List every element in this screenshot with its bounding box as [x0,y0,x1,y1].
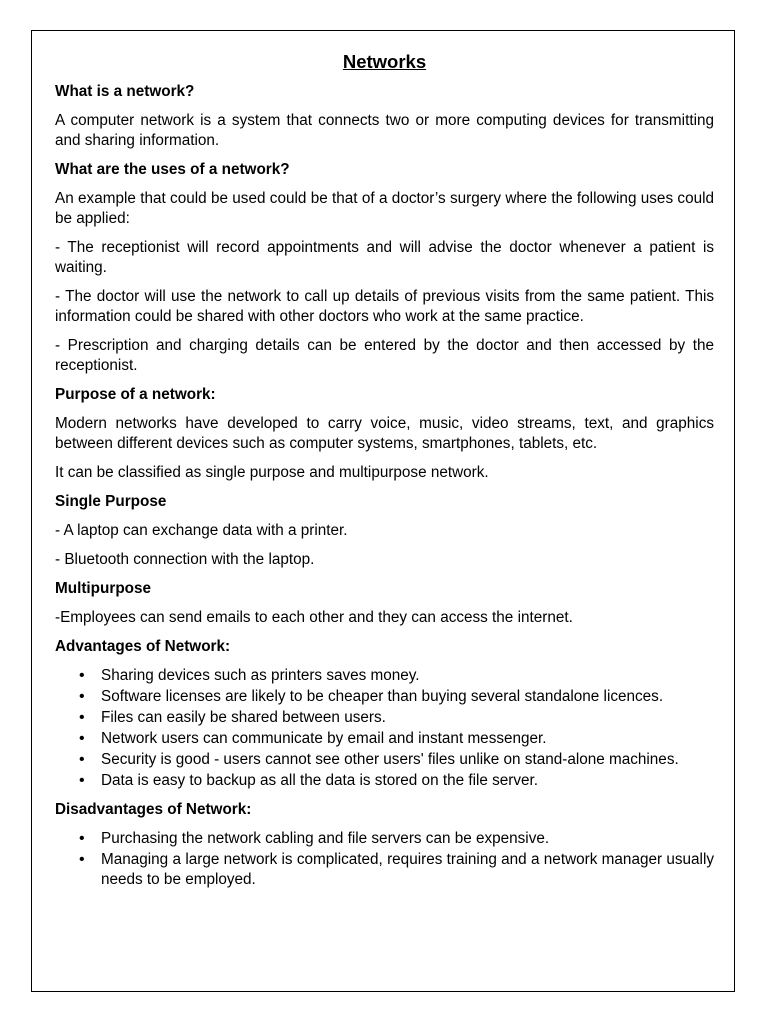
paragraph-uses-intro: An example that could be used could be that of a doctor’s surgery where the following uses could be applied: [55,190,714,227]
paragraph-purpose-classified: It can be classified as single purpose and multipurpose network. [55,464,489,481]
advantages-list [55,666,714,791]
disadvantages-list [55,829,714,890]
heading-disadvantages: Disadvantages of Network: [55,801,252,818]
heading-purpose-of-network: Purpose of a network: [55,386,216,403]
paragraph-definition: A computer network is a system that connects two or more computing devices for transmitting and sharing information. [55,112,714,149]
list-item: • Files can easily be shared between users. [101,708,714,728]
paragraph-use-doctor: - The doctor will use the network to call up details of previous visits from the same patient. This information could be shared with other doctors who work at the same practice. [55,288,714,325]
heading-what-is-network: What is a network? [55,83,195,100]
paragraph-use-prescription: - Prescription and charging details can be entered by the doctor and then accessed by the receptionist. [55,337,714,374]
paragraph-multi-employees: -Employees can send emails to each other and they can access the internet. [55,609,573,626]
paragraph-use-receptionist: - The receptionist will record appointments and will advise the doctor whenever a patient is waiting. [55,239,714,276]
heading-multipurpose: Multipurpose [55,580,152,597]
document-content [55,50,714,899]
document-page [31,30,735,992]
heading-advantages: Advantages of Network: [55,638,231,655]
paragraph-single-bluetooth: - Bluetooth connection with the laptop. [55,551,315,568]
paragraph-purpose-modern: Modern networks have developed to carry voice, music, video streams, text, and graphics between different devices such as computer systems, smartphones, tablets, etc. [55,415,714,452]
list-item: • Data is easy to backup as all the data is stored on the file server. [101,771,714,791]
list-item: • Security is good - users cannot see other users' files unlike on stand-alone machines. [101,750,714,770]
list-item: • Network users can communicate by email and instant messenger. [101,729,714,749]
heading-uses-of-network: What are the uses of a network? [55,161,290,178]
list-item: • Managing a large network is complicated, requires training and a network manager usually needs to be employed. [101,850,714,890]
list-item: • Sharing devices such as printers saves money. [101,666,714,686]
heading-single-purpose: Single Purpose [55,493,167,510]
list-item: • Purchasing the network cabling and file servers can be expensive. [101,829,714,849]
page-title: Networks [342,51,427,72]
list-item: • Software licenses are likely to be cheaper than buying several standalone licences. [101,687,714,707]
paragraph-single-laptop-printer: - A laptop can exchange data with a printer. [55,522,348,539]
